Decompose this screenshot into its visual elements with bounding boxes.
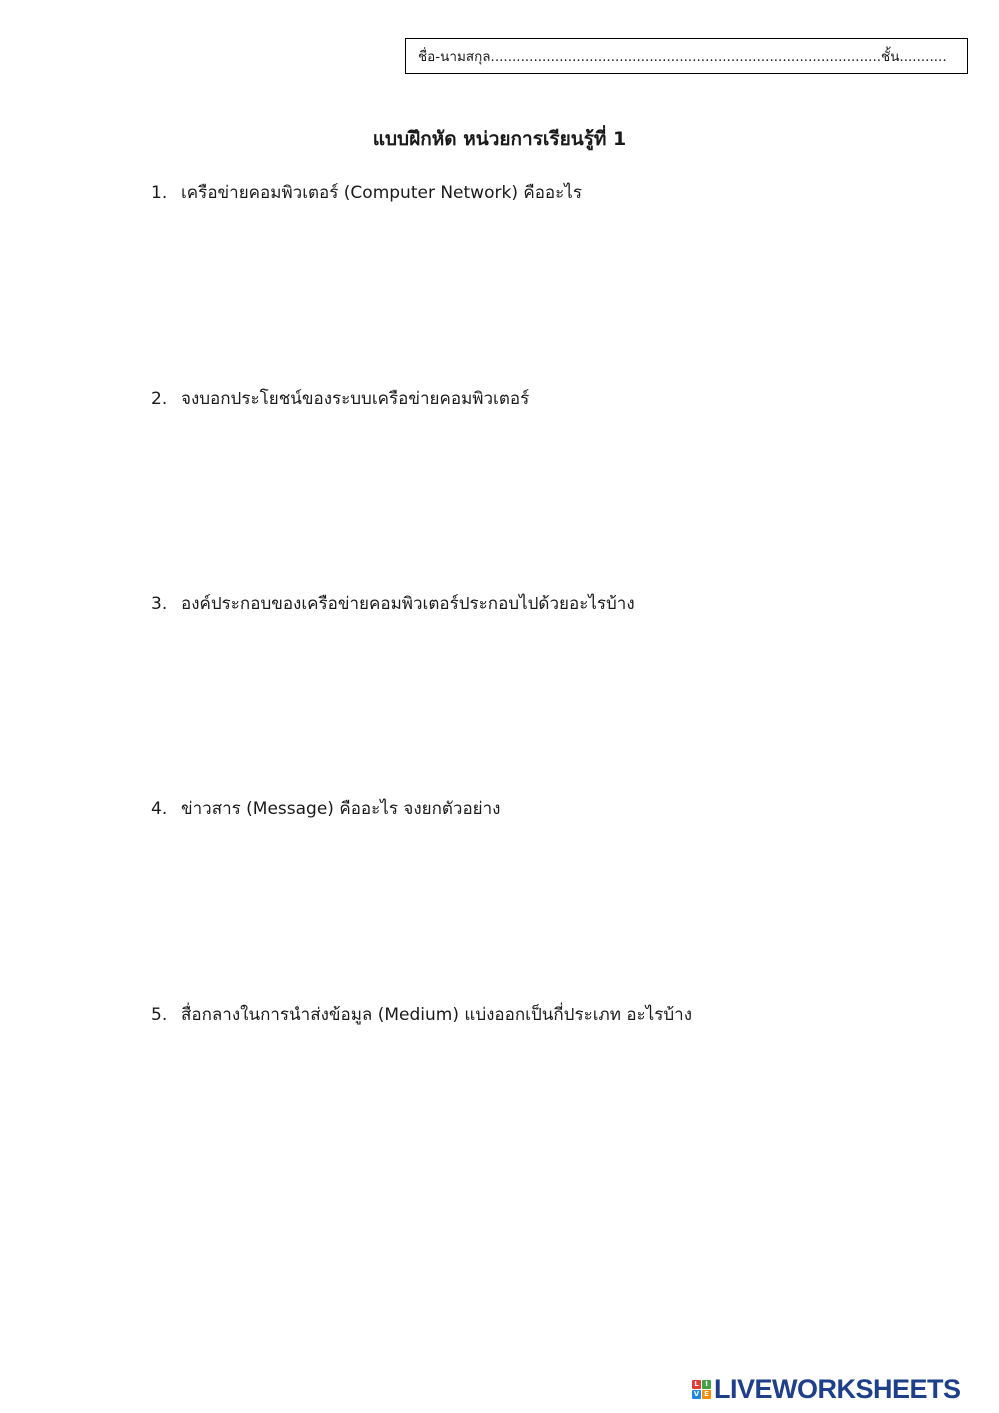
- question-item: [151, 181, 582, 205]
- question-text: จงบอกประโยชน์ของระบบเครือข่ายคอมพิวเตอร์: [181, 389, 530, 409]
- question-item: [151, 592, 635, 616]
- logo-mark-tile: L: [692, 1380, 701, 1389]
- question-text: ข่าวสาร (Message) คืออะไร จงยกตัวอย่าง: [181, 799, 501, 819]
- logo-mark-tile: I: [702, 1380, 711, 1389]
- question-number: 2.: [151, 389, 168, 409]
- question-item: [151, 387, 529, 411]
- page-title: แบบฝึกหัด หน่วยการเรียนรู้ที่ 1: [372, 128, 627, 150]
- question-item: [151, 1003, 692, 1027]
- question-item: [151, 797, 500, 821]
- logo-text: LIVEWORKSHEETS: [714, 1374, 961, 1404]
- logo-mark-tile: E: [702, 1390, 711, 1399]
- question-number: 5.: [151, 1005, 168, 1025]
- question-text: สื่อกลางในการนำส่งข้อมูล (Medium) แบ่งออกเป็นกี่ประเภท อะไรบ้าง: [181, 1005, 692, 1025]
- name-class-line: ชื่อ-นามสกุล...........................................................................................ชั้น...........: [418, 49, 947, 65]
- question-number: 4.: [151, 799, 168, 819]
- question-number: 3.: [151, 594, 168, 614]
- question-text: องค์ประกอบของเครือข่ายคอมพิวเตอร์ประกอบไปด้วยอะไรบ้าง: [181, 594, 635, 614]
- liveworksheets-logo: [692, 1373, 961, 1405]
- name-class-field: [405, 38, 968, 74]
- question-text: เครือข่ายคอมพิวเตอร์ (Computer Network) คืออะไร: [181, 183, 582, 203]
- logo-mark-icon: [692, 1380, 711, 1399]
- question-number: 1.: [151, 183, 168, 203]
- logo-mark-tile: V: [693, 1389, 700, 1398]
